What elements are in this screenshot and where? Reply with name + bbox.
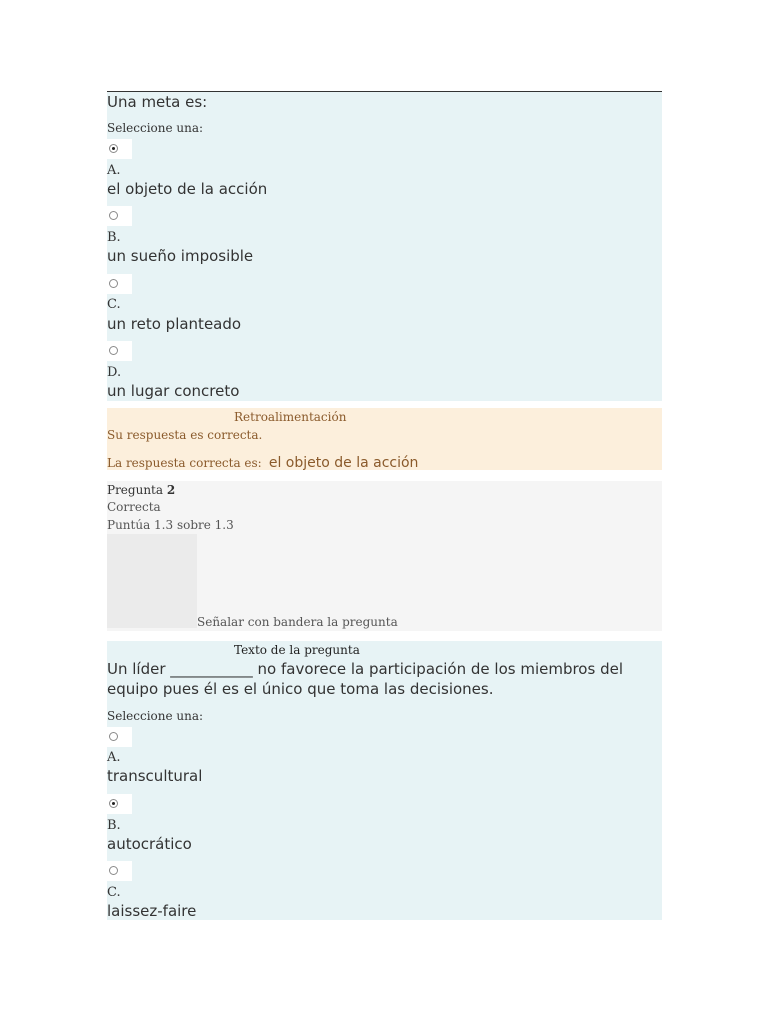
question-2-number: 2	[166, 483, 176, 497]
question-2-label: Pregunta	[107, 483, 164, 497]
question-2-option-a-radio[interactable]	[107, 727, 132, 747]
question-1-option-c-radio[interactable]	[107, 274, 132, 294]
flag-icon[interactable]	[107, 534, 197, 628]
question-1-option-a-radio[interactable]	[107, 139, 132, 159]
radio-unchecked-icon	[109, 866, 118, 875]
question-2-status: Correcta	[107, 500, 161, 514]
question-1-option-d-text[interactable]: un lugar concreto	[107, 382, 240, 400]
feedback-correct-prefix: La respuesta correcta es:	[107, 456, 262, 470]
question-2-text: Un líder ___________ no favorece la participación de los miembros del equipo pues él es el único que toma las decisiones.	[107, 660, 623, 698]
question-1-text: Una meta es:	[107, 93, 208, 111]
radio-unchecked-icon	[109, 346, 118, 355]
question-2-option-a-letter: A.	[107, 750, 121, 765]
feedback-correct-answer: el objeto de la acción	[268, 455, 419, 471]
question-2-number-line	[107, 483, 175, 497]
question-2-option-c-radio[interactable]	[107, 861, 132, 881]
feedback-correct-answer-line	[107, 452, 418, 471]
question-2-option-c-letter: C.	[107, 885, 121, 900]
question-1-option-d-letter: D.	[107, 365, 122, 380]
question-2-option-b-letter: B.	[107, 818, 121, 833]
question-1-option-b-radio[interactable]	[107, 206, 132, 226]
feedback-heading: Retroalimentación	[234, 410, 347, 424]
question-1-option-a-letter: A.	[107, 163, 121, 178]
question-1-option-c-letter: C.	[107, 297, 121, 312]
radio-checked-icon	[109, 144, 118, 153]
question-2-option-b-radio[interactable]	[107, 794, 132, 814]
question-1-option-b-letter: B.	[107, 230, 121, 245]
question-2-option-b-text[interactable]: autocrático	[107, 835, 192, 853]
question-1-option-b-text[interactable]: un sueño imposible	[107, 247, 254, 265]
question-1-option-c-text[interactable]: un reto planteado	[107, 315, 242, 333]
question-2-prompt: Seleccione una:	[107, 709, 204, 723]
radio-checked-icon	[109, 799, 118, 808]
question-1-option-a-text[interactable]: el objeto de la acción	[107, 180, 268, 198]
question-2-option-a-text[interactable]: transcultural	[107, 767, 203, 785]
flag-question-link[interactable]: Señalar con bandera la pregunta	[197, 615, 398, 629]
question-2-score: Puntúa 1.3 sobre 1.3	[107, 518, 234, 532]
question-2-heading: Texto de la pregunta	[234, 643, 360, 657]
radio-unchecked-icon	[109, 211, 118, 220]
question-1-option-d-radio[interactable]	[107, 341, 132, 361]
question-1-prompt: Seleccione una:	[107, 121, 204, 135]
radio-unchecked-icon	[109, 732, 118, 741]
question-2-option-c-text[interactable]: laissez-faire	[107, 902, 197, 920]
feedback-result: Su respuesta es correcta.	[107, 428, 263, 442]
radio-unchecked-icon	[109, 279, 118, 288]
